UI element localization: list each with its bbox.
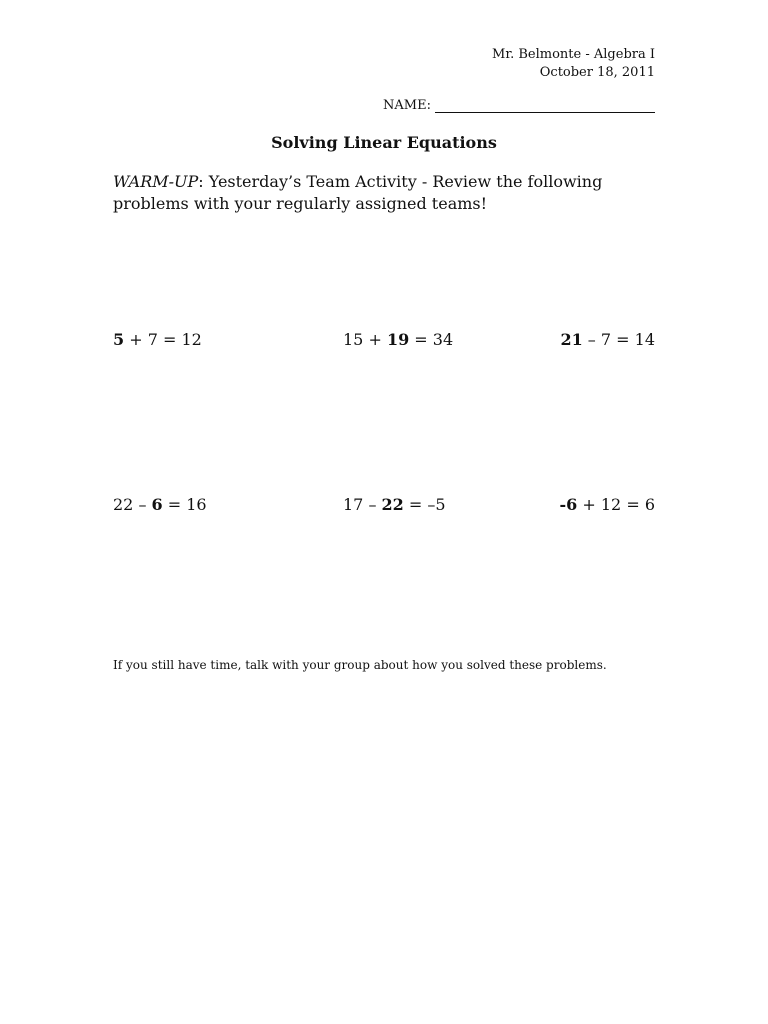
name-line (383, 98, 655, 113)
equation-pre: 17 – (343, 495, 382, 514)
equation-bold: -6 (559, 495, 578, 514)
equation-6 (560, 495, 655, 514)
page-title: Solving Linear Equations (271, 133, 497, 152)
equation-bold: 21 (560, 330, 583, 349)
warmup-text: : Yesterday’s Team Activity - Review the following problems with your regularly assigned teams! (113, 172, 603, 213)
name-label: NAME: (383, 98, 431, 113)
equation-1 (113, 330, 202, 349)
equation-pre: 15 + (343, 330, 387, 349)
equation-bold: 5 (113, 330, 125, 349)
equation-3 (560, 330, 655, 349)
header-block (492, 46, 655, 82)
date: October 18, 2011 (539, 65, 655, 80)
equation-post: = 34 (409, 330, 454, 349)
equation-pre: 22 – (113, 495, 152, 514)
equation-post: + 7 = 12 (124, 330, 202, 349)
equation-4 (113, 495, 207, 514)
equation-2 (343, 330, 453, 349)
equation-post: – 7 = 14 (582, 330, 655, 349)
equation-bold: 6 (151, 495, 163, 514)
equation-bold: 19 (386, 330, 410, 349)
warmup-lead: WARM-UP (113, 172, 199, 191)
name-blank (435, 98, 655, 113)
equation-post: = 16 (162, 495, 207, 514)
footer-note: If you still have time, talk with your group about how you solved these problems. (113, 658, 607, 672)
warmup-paragraph (113, 171, 658, 215)
equation-post: + 12 = 6 (577, 495, 655, 514)
equation-post: = –5 (403, 495, 446, 514)
equation-5 (343, 495, 446, 514)
equation-bold: 22 (381, 495, 404, 514)
teacher-course: Mr. Belmonte - Algebra I (492, 47, 655, 62)
